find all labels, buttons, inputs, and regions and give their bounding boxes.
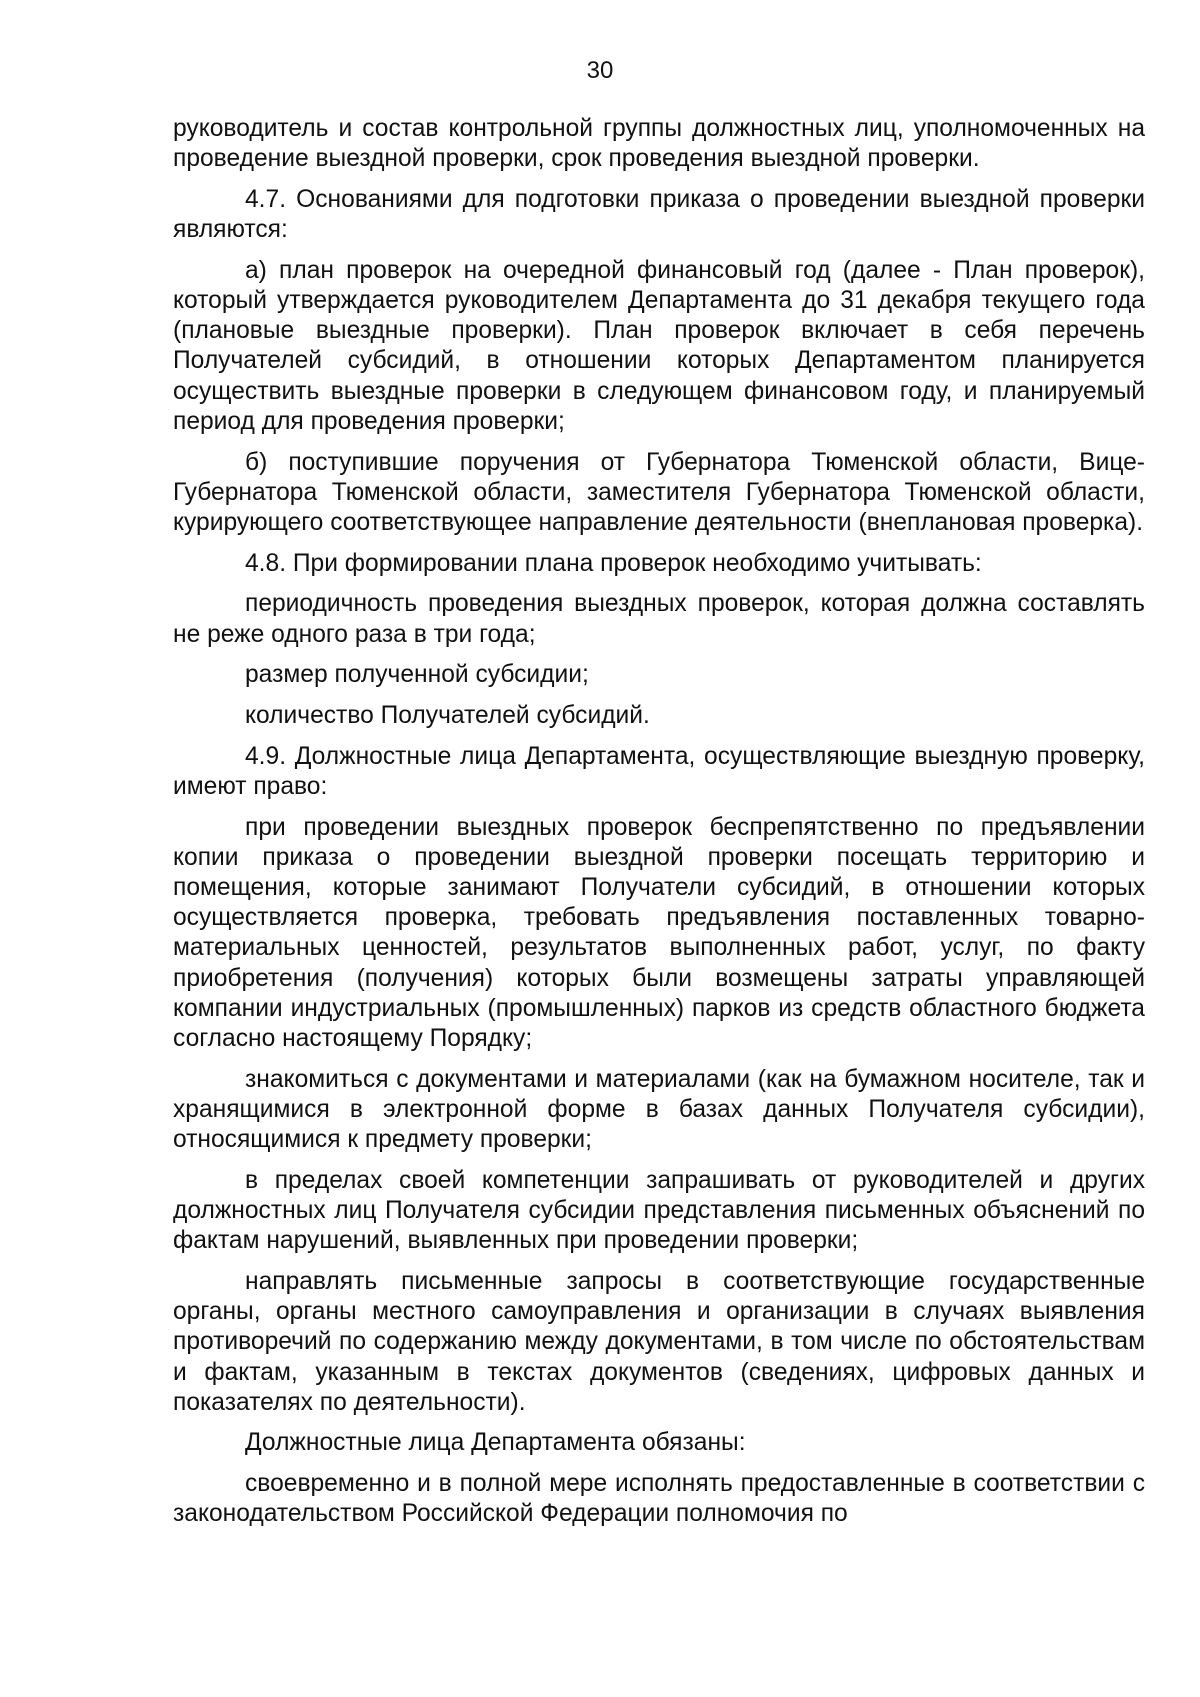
paragraph-continuation: руководитель и состав контрольной группы должностных лиц, уполномоченных на проведение выездной проверки, срок проведения выездной проверки.: [173, 115, 1145, 173]
document-body: [173, 114, 1145, 1540]
paragraph-4-9-right-explanations: в пределах своей компетенции запрашивать от руководителей и других должностных лиц Получателя субсидии представления письменных объяснений по фактам нарушений, выявленных при проведении проверки;: [173, 1166, 1145, 1255]
paragraph-4-7-a: а) план проверок на очередной финансовый год (далее - План проверок), который утверждается руководителем Департамента до 31 декабря текущего года (плановые выездные проверки). План проверок включает в себя перечень Получателей субсидий, в отношении которых Департаментом планируется осуществить выездные проверки в следующем финансовом году, и планируемый период для проведения проверки;: [173, 256, 1145, 435]
paragraph-4-8-subsidy-size: размер полученной субсидии;: [245, 661, 589, 689]
paragraph-4-7-b: б) поступившие поручения от Губернатора Тюменской области, Вице-Губернатора Тюменской области, заместителя Губернатора Тюменской области, курирующего соответствующее направление деятельности (внеплановая проверка).: [173, 448, 1145, 536]
paragraph-4-8-recipient-count: количество Получателей субсидий.: [245, 701, 650, 729]
paragraph-4-7: 4.7. Основаниями для подготовки приказа о проведении выездной проверки являются:: [173, 185, 1145, 244]
paragraph-4-8: 4.8. При формировании плана проверок необходимо учитывать:: [245, 549, 982, 577]
paragraph-4-8-periodicity: периодичность проведения выездных проверок, которая должна составлять не реже одного раза в три года;: [173, 590, 1145, 648]
paragraph-obligations-heading: Должностные лица Департамента обязаны:: [245, 1429, 746, 1457]
paragraph-4-9-right-visit: при проведении выездных проверок беспрепятственно по предъявлении копии приказа о проведении выездной проверки посещать территорию и помещения, которые занимают Получатели субсидий, в отношении которых осуществляется проверка, требовать предъявления поставленных товарно-материальных ценностей, результатов выполненных работ, услуг, по факту приобретения (получения) которых были возмещены затраты управляющей компании индустриальных (промышленных) парков из средств областного бюджета согласно настоящему Порядку;: [173, 813, 1145, 1052]
paragraph-4-9: 4.9. Должностные лица Департамента, осуществляющие выездную проверку, имеют право:: [173, 742, 1145, 800]
paragraph-4-9-right-documents: знакомиться с документами и материалами (как на бумажном носителе, так и хранящимися в электронной форме в базах данных Получателя субсидии), относящимися к предмету проверки;: [173, 1065, 1145, 1154]
page-number: 30: [586, 57, 614, 84]
paragraph-4-9-right-requests: направлять письменные запросы в соответствующие государственные органы, органы местного самоуправления и организации в случаях выявления противоречий по содержанию между документами, в том числе по обстоятельствам и фактам, указанным в текстах документов (сведениях, цифровых данных и показателях по деятельности).: [173, 1267, 1145, 1416]
paragraph-obligation-timely: своевременно и в полной мере исполнять предоставленные в соответствии с законодательством Российской Федерации полномочия по: [173, 1470, 1145, 1528]
